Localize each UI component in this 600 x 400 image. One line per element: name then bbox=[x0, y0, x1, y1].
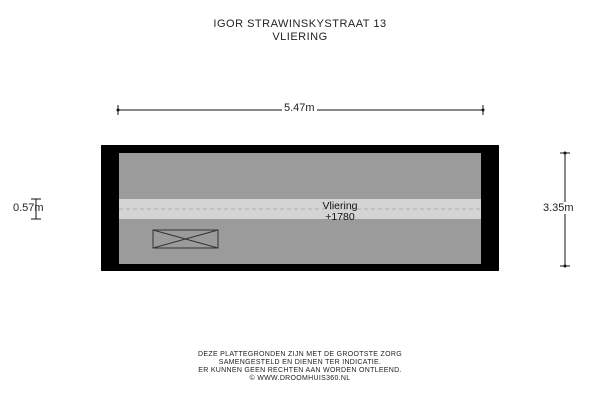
room-level: +1780 bbox=[325, 211, 355, 223]
disclaimer-line-1: DEZE PLATTEGRONDEN ZIJN MET DE GROOTSTE ZORG bbox=[198, 351, 402, 358]
address-title: IGOR STRAWINSKYSTRAAT 13 bbox=[213, 18, 387, 30]
width-label: 5.47m bbox=[284, 102, 315, 114]
disclaimer-line-3: ER KUNNEN GEEN RECHTEN AAN WORDEN ONTLEEND. bbox=[198, 367, 402, 374]
floor-title: VLIERING bbox=[272, 31, 328, 43]
room-name: Vliering bbox=[322, 200, 358, 212]
height-label: 3.35m bbox=[543, 202, 574, 214]
copyright-line: © WWW.DROOMHUIS360.NL bbox=[249, 375, 351, 382]
strip-label: 0.57m bbox=[13, 202, 44, 214]
disclaimer-line-2: SAMENGESTELD EN DIENEN TER INDICATIE. bbox=[218, 359, 382, 366]
